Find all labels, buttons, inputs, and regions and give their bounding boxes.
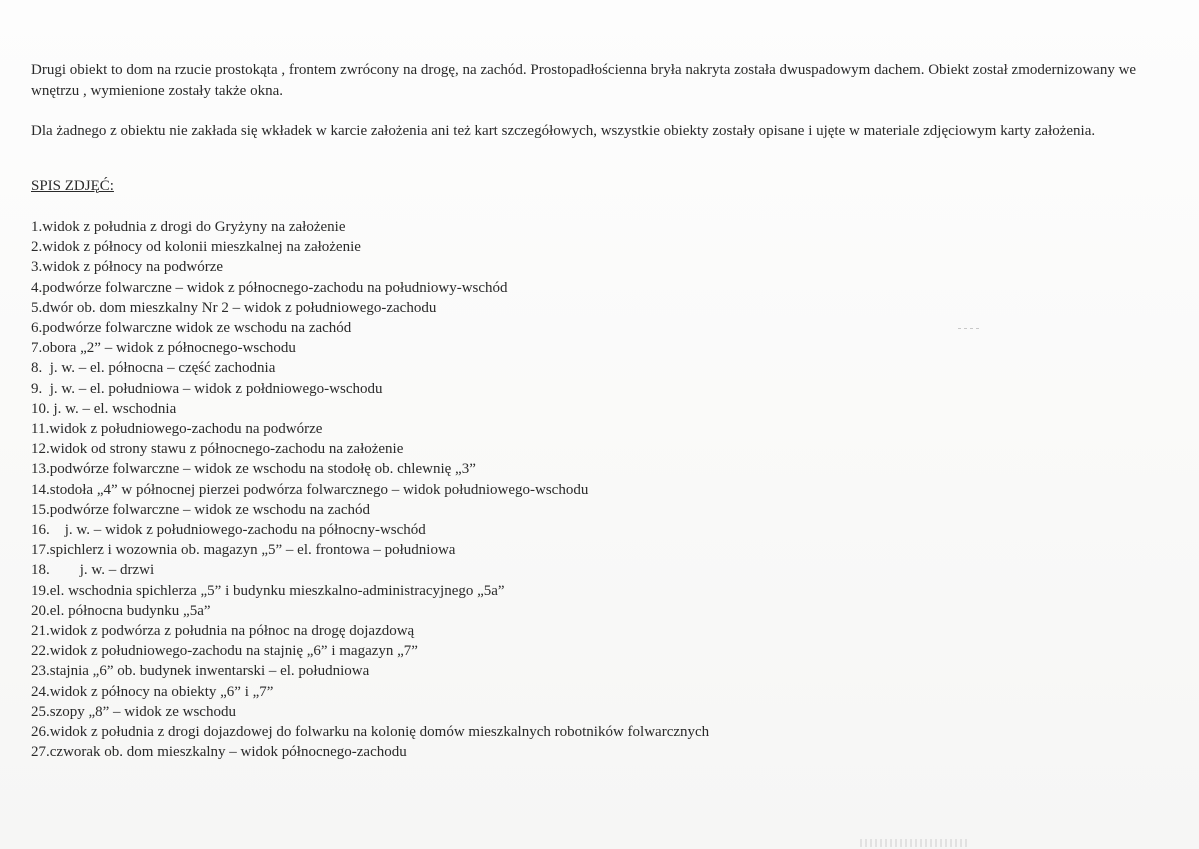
photo-list-item: 4.podwórze folwarczne – widok z północnego-zachodu na południowy-wschód bbox=[31, 279, 508, 296]
photo-list-item: 5.dwór ob. dom mieszkalny Nr 2 – widok z południowego-zachodu bbox=[31, 299, 437, 316]
photo-list-item: 18. j. w. – drzwi bbox=[31, 562, 155, 579]
photo-list-item: 13.podwórze folwarczne – widok ze wschodu na stodołę ob. chlewnię „3” bbox=[31, 461, 476, 478]
photo-list-item: 17.spichlerz i wozownia ob. magazyn „5” – el. frontowa – południowa bbox=[31, 542, 456, 559]
photo-list-item: 11.widok z południowego-zachodu na podwórze bbox=[31, 421, 323, 438]
scan-smudge bbox=[860, 839, 970, 847]
photo-list-item: 10. j. w. – el. wschodnia bbox=[31, 400, 177, 417]
photo-list-item: 1.widok z południa z drogi do Gryżyny na założenie bbox=[31, 219, 346, 235]
photo-list-item: 19.el. wschodnia spichlerza „5” i budynku mieszkalno-administracyjnego „5a” bbox=[31, 582, 505, 599]
photo-list-item: 9. j. w. – el. południowa – widok z połdniowego-wschodu bbox=[31, 380, 383, 397]
photo-list-item: 22.widok z południowego-zachodu na stajnię „6” i magazyn „7” bbox=[31, 643, 418, 660]
photo-list-item: 23.stajnia „6” ob. budynek inwentarski – el. południowa bbox=[31, 663, 370, 680]
photo-list-item: 27.czworak ob. dom mieszkalny – widok północnego-zachodu bbox=[31, 744, 407, 761]
photo-list-item: 25.szopy „8” – widok ze wschodu bbox=[31, 703, 236, 720]
paragraph-building-description: Drugi obiekt to dom na rzucie prostokąta , frontem zwrócony na drogę, na zachód. Prostopadłościenna bryła nakryta została dwuspadowym dachem. Obiekt został zmodernizowany we wnętrzu , wymienione zostały także okna. bbox=[31, 62, 1137, 99]
photo-list-item: 7.obora „2” – widok z północnego-wschodu bbox=[31, 340, 296, 357]
photo-list-item: 8. j. w. – el. północna – część zachodnia bbox=[31, 360, 276, 377]
photo-list-item: 12.widok od strony stawu z północnego-zachodu na założenie bbox=[31, 441, 404, 458]
photo-list-item: 26.widok z południa z drogi dojazdowej do folwarku na kolonię domów mieszkalnych robotników folwarcznych bbox=[31, 724, 710, 741]
photo-list bbox=[31, 217, 709, 762]
photo-list-item: 24.widok z północy na obiekty „6” i „7” bbox=[31, 683, 274, 700]
photo-list-item: 16. j. w. – widok z południowego-zachodu na północny-wschód bbox=[31, 522, 426, 539]
photo-list-item: 6.podwórze folwarczne widok ze wschodu na zachód bbox=[31, 320, 352, 337]
photo-list-item: 20.el. północna budynku „5a” bbox=[31, 602, 211, 619]
scan-mark bbox=[958, 328, 982, 329]
photo-list-heading: SPIS ZDJĘĆ: bbox=[31, 178, 114, 194]
photo-list-item: 14.stodoła „4” w północnej pierzei podwórza folwarcznego – widok południowego-wschodu bbox=[31, 481, 589, 498]
photo-list-item: 15.podwórze folwarczne – widok ze wschodu na zachód bbox=[31, 501, 371, 518]
paragraph-card-note: Dla żadnego z obiektu nie zakłada się wkładek w karcie założenia ani też kart szczegółowych, wszystkie obiekty zostały opisane i ujęte w materiale zdjęciowym karty założenia. bbox=[31, 123, 1096, 139]
photo-list-item: 21.widok z podwórza z południa na północ na drogę dojazdową bbox=[31, 623, 415, 640]
photo-list-item: 2.widok z północy od kolonii mieszkalnej na założenie bbox=[31, 239, 361, 256]
photo-list-item: 3.widok z północy na podwórze bbox=[31, 259, 224, 276]
